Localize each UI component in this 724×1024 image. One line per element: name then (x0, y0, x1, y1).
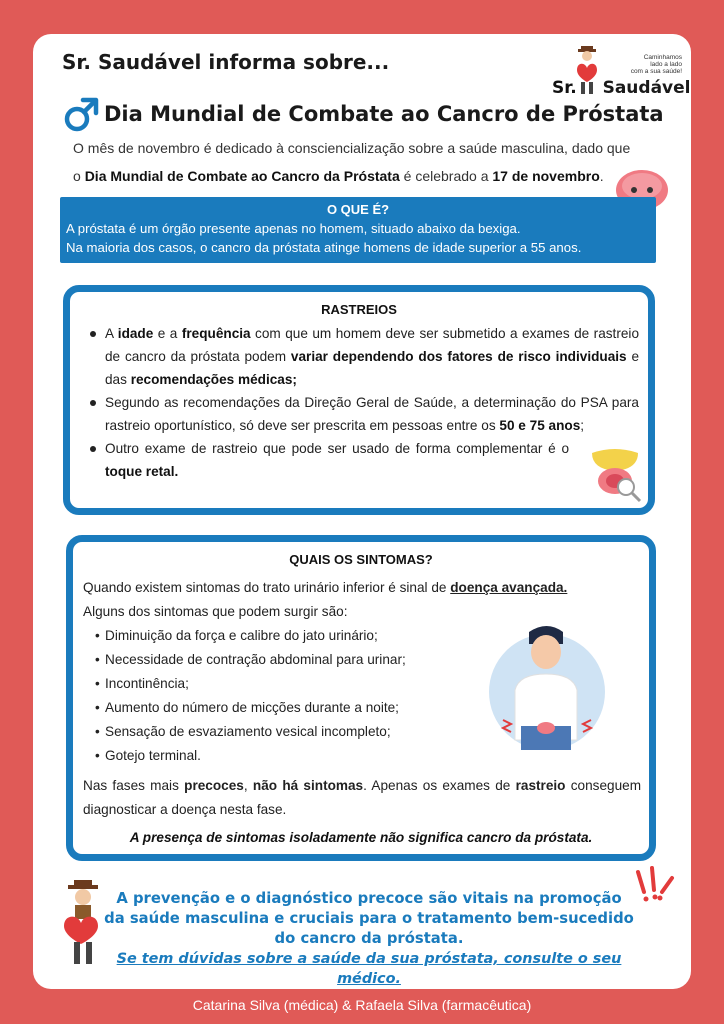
symptoms-note: A presença de sintomas isoladamente não significa cancro da próstata. (129, 830, 593, 845)
screening-title: RASTREIOS (321, 302, 397, 317)
brand-tagline: Caminhamos lado a lado com a sua saúde! (630, 54, 682, 75)
symptoms-panel (66, 535, 656, 861)
footer-message: A prevenção e o diagnóstico precoce são vitais na promoção da saúde masculina e cruciais para o tratamento bem-sucedido do cancro da próstata. Se tem dúvidas sobre a saúde da sua próstata, consulte o seu médico. (104, 890, 634, 987)
header-title: Sr. Saudável informa sobre... (62, 50, 390, 74)
screening-panel (63, 285, 655, 515)
what-is-title: O QUE É? (326, 202, 390, 217)
doctor-advice-link[interactable]: Se tem dúvidas sobre a saúde da sua próstata, consulte o seu médico. (116, 951, 622, 987)
symptoms-outro: Nas fases mais precoces, não há sintomas. Apenas os exames de rastreio conseguem diagnosticar a doença nesta fase. (83, 778, 642, 817)
symptoms-intro: Quando existem sintomas do trato urinário inferior é sinal de doença avançada. (83, 580, 568, 595)
list-item: • Diminuição da força e calibre do jato urinário; (95, 624, 406, 648)
credits: Catarina Silva (médica) & Rafaela Silva (farmacêutica) (192, 997, 532, 1013)
symptoms-list (95, 624, 406, 768)
male-symbol-icon (62, 96, 100, 134)
what-is-line: A próstata é um órgão presente apenas no homem, situado abaixo da bexiga. (66, 221, 521, 236)
list-item: • Necessidade de contração abdominal para urinar; (95, 648, 406, 672)
list-item: A idade e a frequência com que um homem deve ser submetido a exames de rastreio de cancro da próstata podem variar dependendo dos fatores de risco individuais e das recomendações médicas; (87, 322, 639, 391)
brand-logo (552, 44, 691, 100)
what-is-line: Na maioria dos casos, o cancro da próstata atinge homens de idade superior a 55 anos. (66, 240, 582, 255)
rectal-exam-icon (586, 447, 644, 503)
intro-paragraph: O mês de novembro é dedicado à consciencialização sobre a saúde masculina, dado que o Dia Mundial de Combate ao Cancro da Próstata é celebrado a 17 de novembro. (73, 140, 631, 184)
list-item: • Incontinência; (95, 672, 406, 696)
symptoms-title: QUAIS OS SINTOMAS? (289, 552, 433, 567)
list-item: • Gotejo terminal. (95, 744, 406, 768)
man-pain-icon (485, 622, 609, 754)
mascot-heart-icon (60, 878, 106, 968)
exclamation-icon (630, 866, 678, 906)
screening-list (87, 322, 639, 483)
brand-name: Sr. Saudável (552, 78, 691, 98)
page-title: Dia Mundial de Combate ao Cancro de Próstata (104, 102, 664, 126)
list-item: Segundo as recomendações da Direção Geral de Saúde, a determinação do PSA para rastreio oportunístico, só deve ser prescrita em pessoas entre os 50 e 75 anos; (87, 391, 639, 437)
list-item: • Aumento do número de micções durante a noite; (95, 696, 406, 720)
list-item: • Sensação de esvaziamento vesical incompleto; (95, 720, 406, 744)
what-is-box (60, 197, 656, 263)
list-item: Outro exame de rastreio que pode ser usado de forma complementar é o toque retal. (87, 437, 639, 483)
symptoms-intro-2: Alguns dos sintomas que podem surgir são: (83, 604, 348, 619)
